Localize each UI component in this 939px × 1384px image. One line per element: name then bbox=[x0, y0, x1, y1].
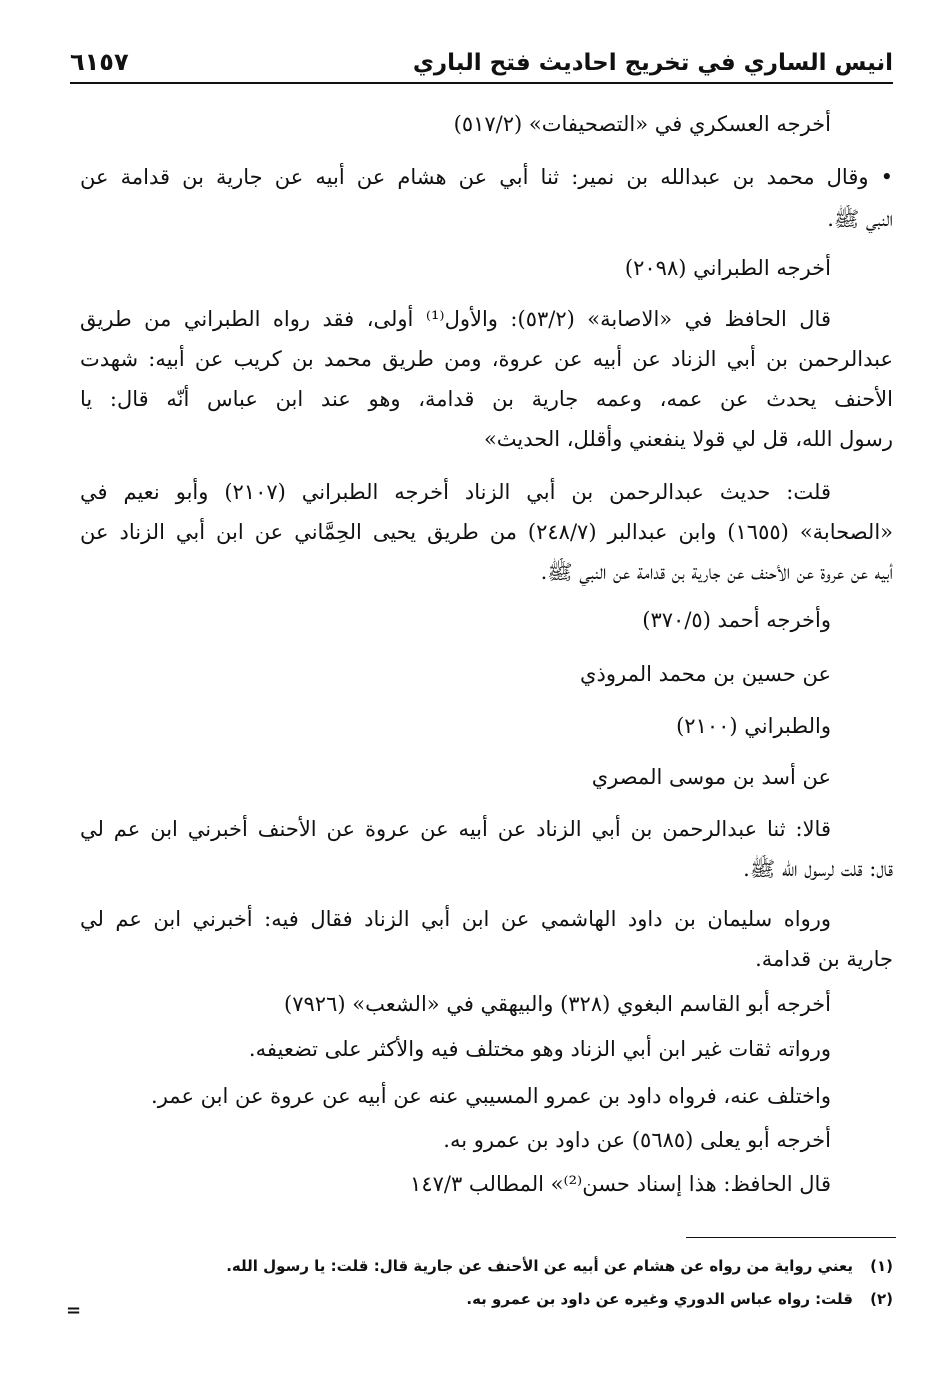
text-line: قالا: ثنا عبدالرحمن بن أبي الزناد عن أبيه عن عروة عن الأحنف أخبرني ابن عم لي bbox=[80, 817, 831, 841]
text-line: أخرجه أبو القاسم البغوي (٣٢٨) والبيهقي في «الشعب» (٧٩٢٦) bbox=[284, 992, 831, 1016]
footnote-number: (١) bbox=[870, 1257, 893, 1275]
text-line: جارية بن قدامة. bbox=[755, 947, 893, 971]
text-line: قال الحافظ في «الاصابة» (٥٣/٢): والأول⁽¹⁾ أولى، فقد رواه الطبراني من طريق bbox=[80, 307, 831, 331]
text-line: وأخرجه أحمد (٣٧٠/٥) bbox=[642, 608, 831, 632]
page-mark: = bbox=[66, 1300, 82, 1321]
text-line: واختلف عنه، فرواه داود بن عمرو المسيبي عنه عن أبيه عن عروة عن ابن عمر. bbox=[151, 1084, 831, 1108]
text-line: عبدالرحمن بن أبي الزناد عن أبيه عن عروة، ومن طريق محمد بن كريب عن أبيه: شهدت bbox=[80, 347, 893, 371]
footnote-number: (٢) bbox=[870, 1290, 893, 1308]
footnote bbox=[80, 1288, 893, 1310]
book-title: انيس الساري في تخريج احاديث فتح الباري bbox=[412, 50, 893, 76]
text-line: والطبراني (٢١٠٠) bbox=[676, 714, 831, 738]
text-line: ورواه سليمان بن داود الهاشمي عن ابن أبي الزناد فقال فيه: أخبرني ابن عم لي bbox=[80, 907, 831, 931]
page-number: ٦١٥٧ bbox=[70, 48, 129, 76]
text-line: • وقال محمد بن عبدالله بن نمير: ثنا أبي عن هشام عن أبيه عن جارية بن قدامة عن bbox=[80, 165, 893, 189]
text-line: قال الحافظ: هذا إسناد حسن⁽²⁾» المطالب ١٤٧/٣ bbox=[410, 1172, 831, 1196]
text-line: قلت: حديث عبدالرحمن بن أبي الزناد أخرجه الطبراني (٢١٠٧) وأبو نعيم في bbox=[80, 480, 831, 504]
footnote-text: قلت: رواه عباس الدوري وغيره عن داود بن عمرو به. bbox=[466, 1290, 853, 1308]
text-line: الأحنف يحدث عن عمه، وعمه جارية بن قدامة، وهو عند ابن عباس أنّه قال: يا bbox=[80, 387, 893, 411]
footnote-text: يعني رواية من رواه عن هشام عن أبيه عن الأحنف عن جارية قال: قلت: يا رسول الله. bbox=[226, 1257, 853, 1275]
text-line: أخرجه العسكري في «التصحيفات» (٥١٧/٢) bbox=[453, 112, 831, 136]
running-header bbox=[70, 40, 893, 84]
text-line: عن حسين بن محمد المروذي bbox=[580, 662, 831, 686]
text-line: عن أسد بن موسى المصري bbox=[591, 765, 831, 789]
text-line: أخرجه الطبراني (٢٠٩٨) bbox=[624, 256, 831, 280]
text-line: رسول الله، قل لي قولا ينفعني وأقلل، الحديث» bbox=[483, 427, 893, 451]
text-line: «الصحابة» (١٦٥٥) وابن عبدالبر (٢٤٨/٧) من طريق يحيى الحِمَّاني عن ابن أبي الزناد عن bbox=[80, 520, 893, 544]
text-line: النبي ﷺ. bbox=[827, 207, 893, 231]
footnote bbox=[80, 1255, 893, 1277]
text-line: قال: قلت لرسول الله ﷺ. bbox=[743, 857, 893, 881]
text-line: أبيه عن عروة عن الأحنف عن جارية بن قدامة عن النبي ﷺ. bbox=[540, 560, 893, 584]
footnote-divider bbox=[686, 1237, 896, 1238]
text-line: ورواته ثقات غير ابن أبي الزناد وهو مختلف فيه والأكثر على تضعيفه. bbox=[248, 1037, 831, 1061]
text-line: أخرجه أبو يعلى (٥٦٨٥) عن داود بن عمرو به. bbox=[443, 1128, 831, 1152]
